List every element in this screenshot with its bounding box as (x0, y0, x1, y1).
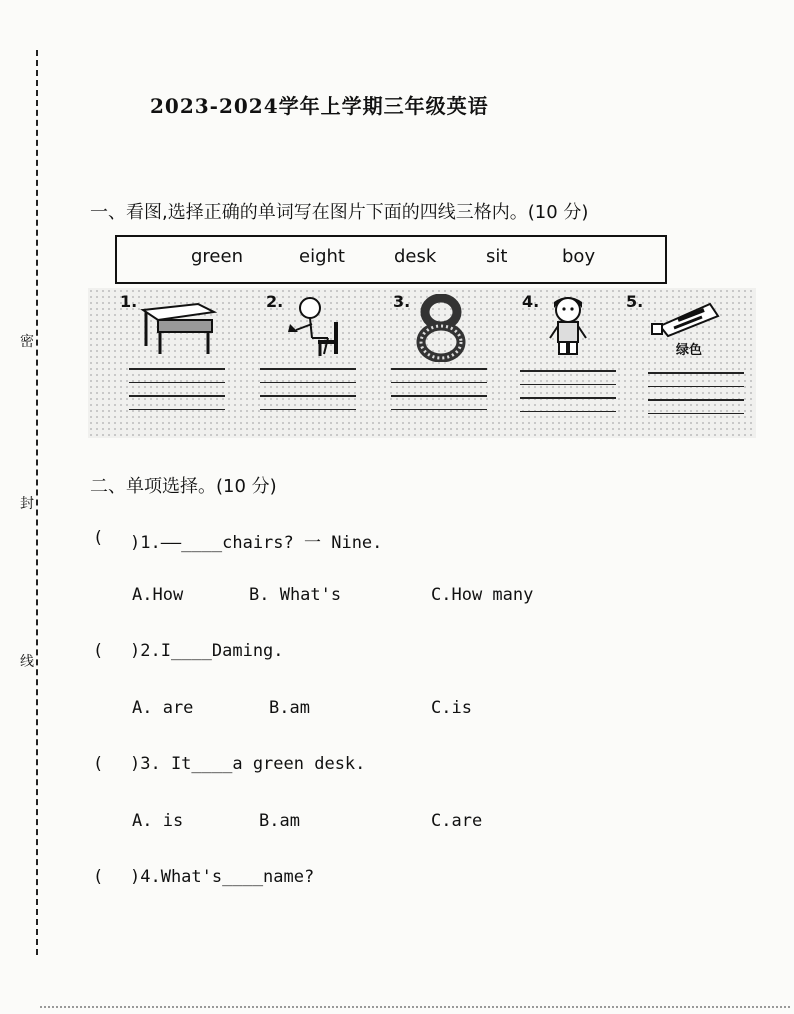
writing-grid[interactable] (391, 368, 487, 422)
desk-icon (138, 298, 218, 358)
margin-label-xian: 线 (20, 648, 34, 674)
paint-caption: 绿色 (676, 343, 703, 358)
option-b: B. What's (249, 585, 342, 605)
writing-grid[interactable] (648, 372, 744, 426)
option-a: A. are (132, 698, 194, 718)
picture-number: 5. (626, 292, 644, 311)
question-2: )2.I____Daming. (130, 641, 284, 661)
option-a: A.How (132, 585, 184, 605)
picture-number: 1. (120, 292, 138, 311)
question-4: )4.What's____name? (130, 867, 315, 887)
bottom-edge-dots (40, 1006, 790, 1008)
sitting-person-icon (282, 294, 352, 360)
option-b: B.am (259, 811, 300, 831)
answer-paren[interactable]: ( (93, 641, 104, 661)
answer-paren[interactable]: ( (93, 867, 104, 887)
paint-tube-icon (650, 300, 724, 340)
picture-number: 4. (522, 292, 540, 311)
picture-number: 2. (266, 292, 284, 311)
writing-grid[interactable] (260, 368, 356, 422)
question-3: )3. It____a green desk. (130, 754, 366, 774)
word-bank-item: desk (394, 246, 437, 267)
word-bank-item: green (191, 246, 243, 267)
boy-icon (546, 292, 590, 362)
answer-paren[interactable]: ( (93, 528, 104, 548)
option-c: C.are (431, 811, 483, 831)
writing-grid[interactable] (129, 368, 225, 422)
margin-label-mi: 密 (20, 328, 34, 354)
word-bank-item: sit (486, 246, 508, 267)
section2-heading: 二、单项选择。(10 分) (90, 476, 277, 497)
option-c: C.How many (431, 585, 534, 605)
page-title: 2023-2024学年上学期三年级英语 (150, 94, 489, 118)
option-b: B.am (269, 698, 310, 718)
option-c: C.is (431, 698, 472, 718)
picture-number: 3. (393, 292, 411, 311)
option-a: A. is (132, 811, 184, 831)
number-eight-icon (415, 294, 467, 362)
word-bank-item: boy (562, 246, 596, 267)
margin-label-feng: 封 (20, 490, 34, 516)
binding-dashed-line (36, 50, 38, 955)
writing-grid[interactable] (520, 370, 616, 424)
question-1: )1.——____chairs? 一 Nine. (130, 533, 383, 553)
section1-heading: 一、看图,选择正确的单词写在图片下面的四线三格内。(10 分) (90, 202, 589, 223)
word-bank-item: eight (299, 246, 345, 267)
answer-paren[interactable]: ( (93, 754, 104, 774)
